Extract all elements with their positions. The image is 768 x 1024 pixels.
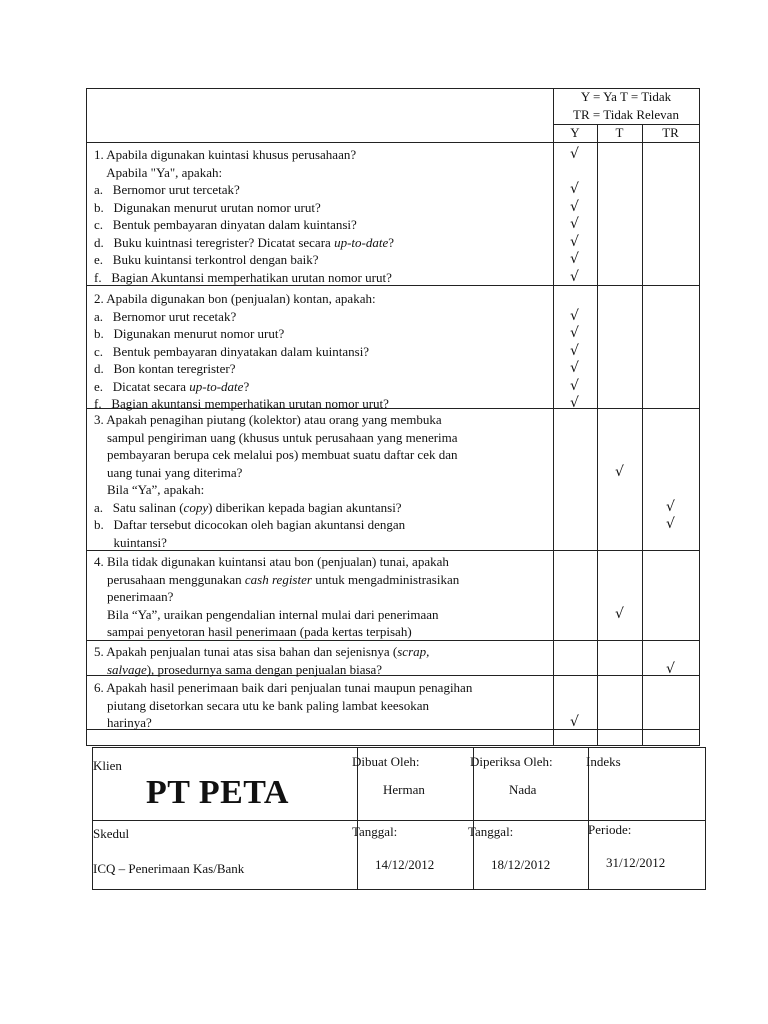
question-3-line-5: Bila “Ya”, apakah: <box>94 482 205 497</box>
check-mark-y: √ <box>570 198 579 215</box>
question-4-line-5: sampai penyetoran hasil penerimaan (pada kertas terpisah) <box>94 624 412 639</box>
tanggal-dibuat-value: 14/12/2012 <box>375 857 435 872</box>
skedul-label: Skedul <box>93 826 130 841</box>
check-mark-y: √ <box>570 268 579 285</box>
check-mark-y: √ <box>570 181 579 197</box>
question-1-line-4: b. Digunakan menurut urutan nomor urut? <box>94 199 321 215</box>
legend-line-2: TR = Tidak Relevan <box>573 107 679 122</box>
check-mark-y: √ <box>570 360 579 376</box>
column-header-t: T <box>615 125 624 140</box>
question-3-line-4: uang tunai yang diterima? <box>94 464 243 480</box>
question-2-line-5: d. Bon kontan teregrister? <box>94 361 236 376</box>
question-2-line-3: b. Digunakan menurut nomor urut? <box>94 326 285 341</box>
question-5-line-2: salvage), prosedurnya sama dengan penjualan biasa? <box>107 661 383 677</box>
question-2-line-7: f. Bagian akuntansi memperhatikan urutan nomor urut? <box>94 396 389 411</box>
question-3-line-3: pembayaran berupa cek melalui pos) membuat suatu daftar cek dan <box>94 447 458 462</box>
company-name: PT PETA <box>146 774 289 811</box>
check-mark-y: √ <box>570 377 579 394</box>
question-2-line-4: c. Bentuk pembayaran dinyatakan dalam kuintansi? <box>94 343 370 359</box>
question-3-line-2: sampul pengiriman uang (khusus untuk perusahaan yang menerima <box>94 429 458 445</box>
check-mark-y: √ <box>570 216 579 232</box>
question-1-line-1: 1. Apabila digunakan kuintasi khusus perusahaan? <box>94 147 357 162</box>
tanggal-diperiksa-value: 18/12/2012 <box>491 857 551 872</box>
dibuat-label: Dibuat Oleh: <box>352 754 420 769</box>
question-4-line-3: penerimaan? <box>94 589 174 604</box>
question-6-line-3: harinya? <box>94 715 152 730</box>
check-mark-y: √ <box>570 307 579 324</box>
question-4-line-4: Bila “Ya”, uraikan pengendalian internal mulai dari penerimaan <box>94 606 439 622</box>
check-mark-y: √ <box>570 714 579 730</box>
question-5-line-1: 5. Apakah penjualan tunai atas sisa bahan dan sejenisnya (scrap, <box>94 644 430 659</box>
check-mark-y: √ <box>570 251 579 267</box>
skedul-value: ICQ – Penerimaan Kas/Bank <box>93 861 245 876</box>
question-4-line-2: perusahaan menggunakan cash register untuk mengadministrasikan <box>94 571 460 587</box>
check-mark-t: √ <box>615 605 624 622</box>
question-1-line-5: c. Bentuk pembayaran dinyatan dalam kuintansi? <box>94 217 357 232</box>
question-3-line-6: a. Satu salinan (copy) diberikan kepada bagian akuntansi? <box>94 499 402 515</box>
question-1-line-7: e. Buku kuintansi terkontrol dengan baik? <box>94 252 319 267</box>
column-header-y: Y <box>570 125 580 140</box>
check-mark-y: √ <box>570 395 579 411</box>
question-1-line-3: a. Bernomor urut tercetak? <box>94 182 240 197</box>
question-2-line-6: e. Dicatat secara up-to-date? <box>94 378 250 394</box>
check-mark-tr: √ <box>666 498 675 515</box>
question-3-line-8: kuintansi? <box>94 534 167 550</box>
check-mark-y: √ <box>570 342 579 359</box>
legend-line-1: Y = Ya T = Tidak <box>580 89 672 104</box>
indeks-label: Indeks <box>586 754 621 769</box>
klien-label: Klien <box>93 758 122 773</box>
question-1-line-6: d. Buku kuintnasi teregrister? Dicatat secara up-to-date? <box>94 234 394 250</box>
tanggal-dibuat-label: Tanggal: <box>352 824 398 839</box>
question-1-line-2: Apabila "Ya", apakah: <box>94 164 223 180</box>
question-6-line-1: 6. Apakah hasil penerimaan baik dari penjualan tunai maupun penagihan <box>94 680 473 695</box>
periode-value: 31/12/2012 <box>606 855 666 870</box>
question-1-line-8: f. Bagian Akuntansi memperhatikan urutan nomor urut? <box>94 269 392 285</box>
periode-label: Periode: <box>588 822 632 837</box>
check-mark-tr: √ <box>666 516 675 532</box>
check-mark-tr: √ <box>666 660 675 677</box>
check-mark-y: √ <box>570 233 579 250</box>
question-4-line-1: 4. Bila tidak digunakan kuintansi atau bon (penjualan) tunai, apakah <box>94 554 449 569</box>
tanggal-diperiksa-label: Tanggal: <box>468 824 514 839</box>
diperiksa-value: Nada <box>509 782 537 797</box>
question-2-line-2: a. Bernomor urut recetak? <box>94 308 237 324</box>
question-3-line-7: b. Daftar tersebut dicocokan oleh bagian akuntansi dengan <box>94 517 406 532</box>
question-6-line-2: piutang disetorkan secara utu ke bank paling lambat keesokan <box>94 697 430 713</box>
check-mark-y: √ <box>570 146 579 162</box>
check-mark-y: √ <box>570 325 579 341</box>
dibuat-value: Herman <box>383 782 425 797</box>
column-header-tr: TR <box>662 125 679 140</box>
question-2-line-1: 2. Apabila digunakan bon (penjualan) kontan, apakah: <box>94 291 376 306</box>
diperiksa-label: Diperiksa Oleh: <box>470 754 553 769</box>
check-mark-t: √ <box>615 463 624 480</box>
question-3-line-1: 3. Apakah penagihan piutang (kolektor) atau orang yang membuka <box>94 412 442 427</box>
